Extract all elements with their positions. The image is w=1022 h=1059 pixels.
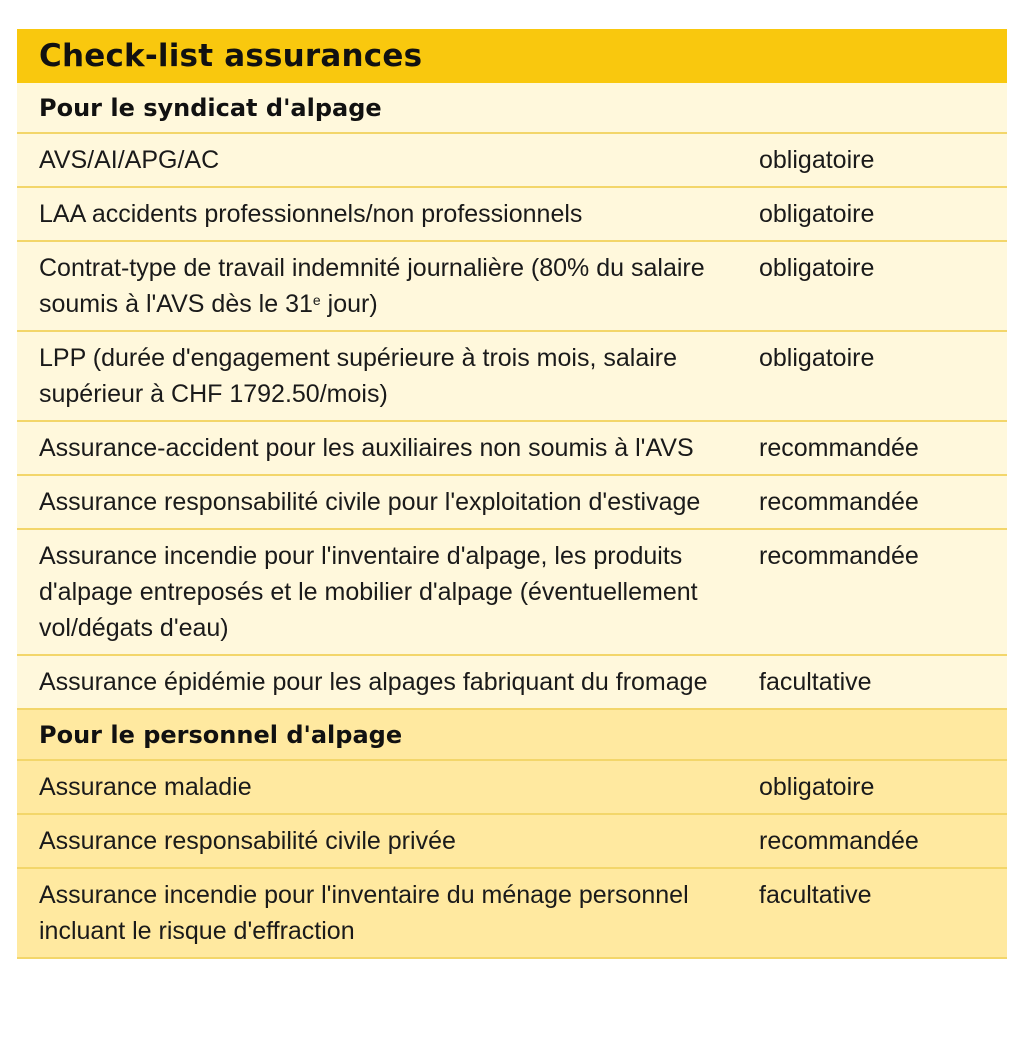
row-status: obligatoire bbox=[759, 146, 875, 174]
table-row bbox=[17, 332, 1007, 422]
row-status: obligatoire bbox=[759, 344, 875, 372]
row-label: Assurance incendie pour l'inventaire du ménage personnel incluant le risque d'effraction bbox=[39, 881, 689, 945]
title-bar bbox=[17, 29, 1007, 83]
table-row bbox=[17, 134, 1007, 188]
page-title: Check-list assurances bbox=[39, 38, 423, 74]
row-status: recommandée bbox=[759, 542, 919, 570]
insurance-checklist-table bbox=[17, 29, 1007, 959]
table-row bbox=[17, 188, 1007, 242]
table-row bbox=[17, 869, 1007, 959]
section-heading bbox=[17, 710, 1007, 761]
row-status: facultative bbox=[759, 668, 872, 696]
table-row bbox=[17, 656, 1007, 710]
row-label bbox=[17, 250, 759, 322]
ordinal-superscript: e bbox=[312, 292, 321, 308]
section-heading bbox=[17, 83, 1007, 134]
row-label: LAA accidents professionnels/non professionnels bbox=[39, 200, 583, 228]
section-personnel bbox=[17, 710, 1007, 959]
row-label: Assurance incendie pour l'inventaire d'alpage, les produits d'alpage entreposés et le mobilier d'alpage (éventuellement vol/dégats d'eau) bbox=[39, 542, 698, 642]
table-row bbox=[17, 530, 1007, 656]
table-row bbox=[17, 242, 1007, 332]
row-status: facultative bbox=[759, 881, 872, 909]
table-row bbox=[17, 815, 1007, 869]
row-status: recommandée bbox=[759, 827, 919, 855]
row-label: Assurance maladie bbox=[39, 773, 252, 801]
row-label: Assurance responsabilité civile privée bbox=[39, 827, 456, 855]
row-label-text-end: jour) bbox=[320, 290, 378, 318]
row-status: recommandée bbox=[759, 434, 919, 462]
row-label-text: Contrat-type de travail indemnité journalière (80% du salaire soumis à l'AVS dès le 31 bbox=[39, 254, 705, 318]
row-label: AVS/AI/APG/AC bbox=[39, 146, 220, 174]
row-status: obligatoire bbox=[759, 773, 875, 801]
table-row bbox=[17, 761, 1007, 815]
row-status: obligatoire bbox=[759, 254, 875, 282]
table-row bbox=[17, 476, 1007, 530]
row-status: obligatoire bbox=[759, 200, 875, 228]
row-label: Assurance responsabilité civile pour l'exploitation d'estivage bbox=[39, 488, 701, 516]
section-heading-text: Pour le syndicat d'alpage bbox=[39, 93, 382, 122]
row-label: Assurance épidémie pour les alpages fabriquant du fromage bbox=[39, 668, 708, 696]
section-heading-text: Pour le personnel d'alpage bbox=[39, 720, 403, 749]
table-row bbox=[17, 422, 1007, 476]
row-status: recommandée bbox=[759, 488, 919, 516]
row-label: Assurance-accident pour les auxiliaires non soumis à l'AVS bbox=[39, 434, 694, 462]
section-syndicat bbox=[17, 83, 1007, 710]
row-label: LPP (durée d'engagement supérieure à trois mois, salaire supérieur à CHF 1792.50/mois) bbox=[39, 344, 678, 408]
